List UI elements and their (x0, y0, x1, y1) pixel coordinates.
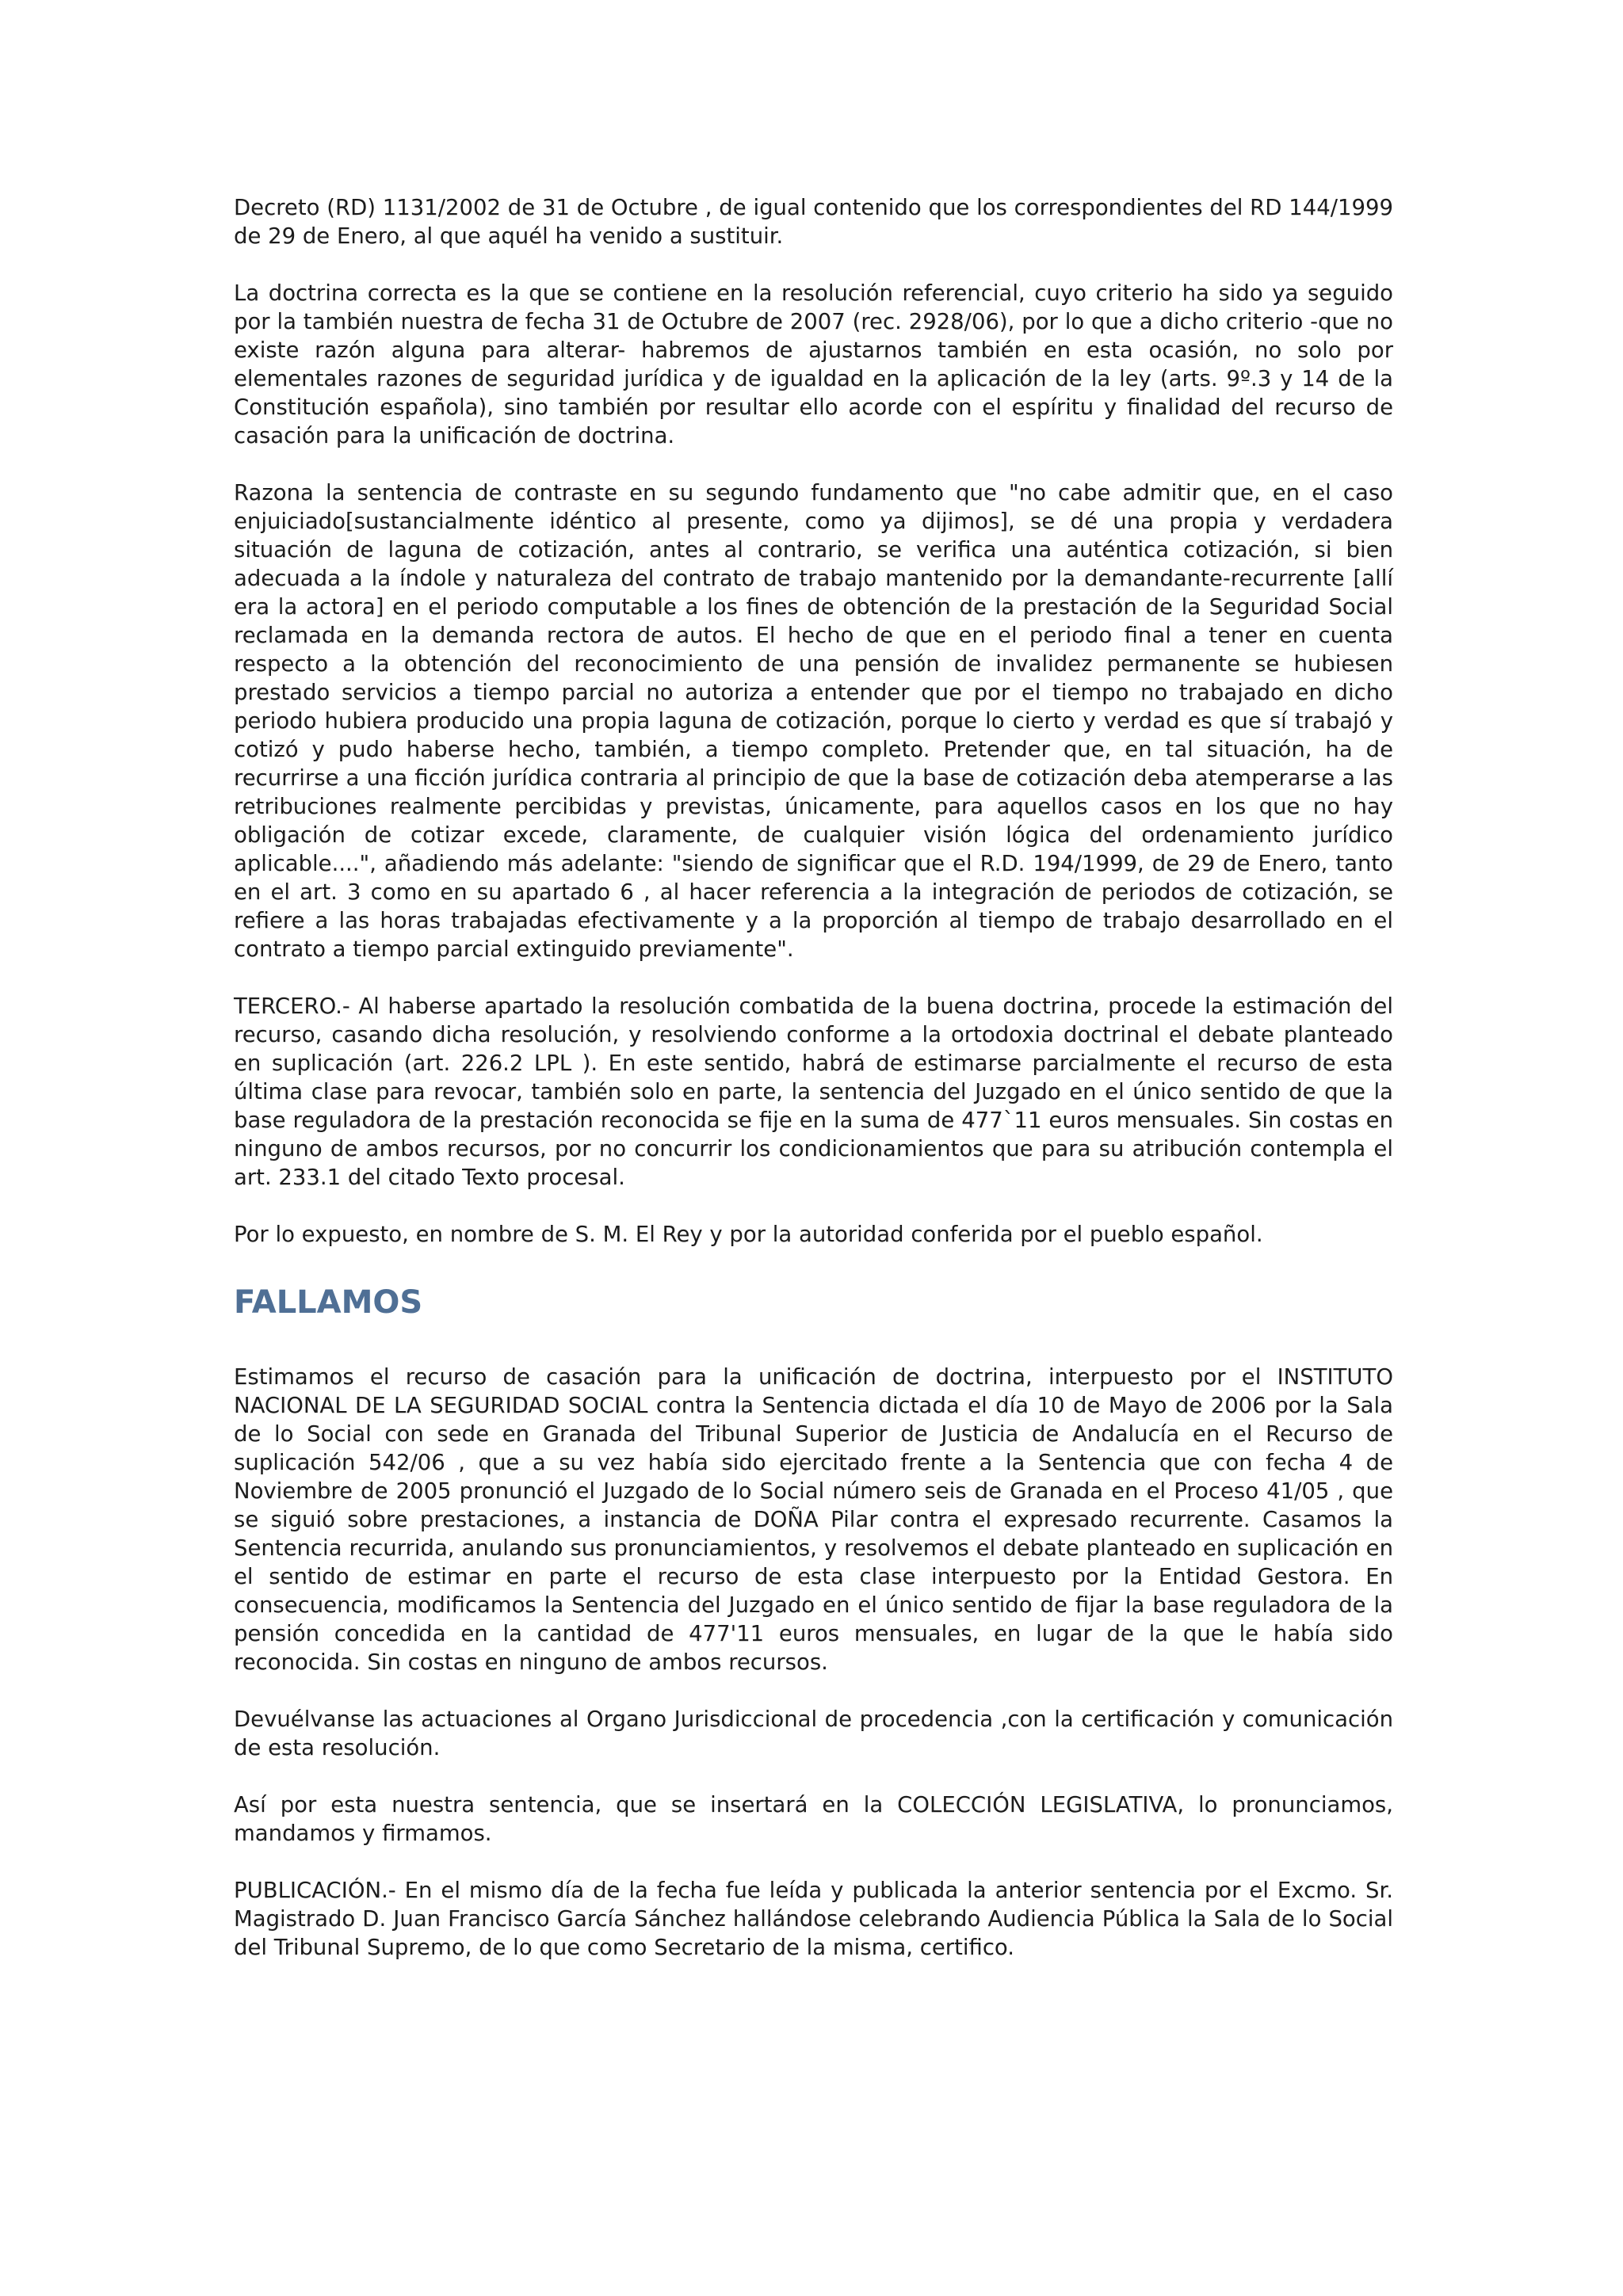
paragraph-estimamos: Estimamos el recurso de casación para la unificación de doctrina, interpuesto por el INSTITUTO NACIONAL DE LA SEGURIDAD SOCIAL contra la Sentencia dictada el día 10 de Mayo de 2006 por la Sala de lo Social con sede en Granada del Tribunal Superior de Justicia de Andalucía en el Recurso de suplicación 542/06 , que a su vez había sido ejercitado frente a la Sentencia que con fecha 4 de Noviembre de 2005 pronunció el Juzgado de lo Social número seis de Granada en el Proceso 41/05 , que se siguió sobre prestaciones, a instancia de DOÑA Pilar contra el expresado recurrente. Casamos la Sentencia recurrida, anulando sus pronunciamientos, y resolvemos el debate planteado en suplicación en el sentido de estimar en parte el recurso de esta clase interpuesto por la Entidad Gestora. En consecuencia, modificamos la Sentencia del Juzgado en el único sentido de fijar la base reguladora de la pensión concedida en la cantidad de 477'11 euros mensuales, en lugar de la que le había sido reconocida. Sin costas en ninguno de ambos recursos. (234, 1364, 1393, 1675)
paragraph-por-lo-expuesto: Por lo expuesto, en nombre de S. M. El Rey y por la autoridad conferida por el pueblo español. (234, 1222, 1263, 1247)
paragraph-asi-por-esta: Así por esta nuestra sentencia, que se insertará en la COLECCIÓN LEGISLATIVA, lo pronunciamos, mandamos y firmamos. (234, 1792, 1393, 1846)
paragraph-decreto: Decreto (RD) 1131/2002 de 31 de Octubre , de igual contenido que los correspondientes del RD 144/1999 de 29 de Enero, al que aquél ha venido a sustituir. (234, 195, 1393, 249)
paragraph-doctrina-correcta: La doctrina correcta es la que se contiene en la resolución referencial, cuyo criterio ha sido ya seguido por la también nuestra de fecha 31 de Octubre de 2007 (rec. 2928/06), por lo que a dicho criterio -que no existe razón alguna para alterar- habremos de ajustarnos también en esta ocasión, no solo por elementales razones de seguridad jurídica y de igualdad en la aplicación de la ley (arts. 9º.3 y 14 de la Constitución española), sino también por resultar ello acorde con el espíritu y finalidad del recurso de casación para la unificación de doctrina. (234, 280, 1393, 448)
paragraph-devuelvanse: Devuélvanse las actuaciones al Organo Jurisdiccional de procedencia ,con la certificación y comunicación de esta resolución. (234, 1707, 1393, 1760)
section-heading-fallamos: FALLAMOS (234, 1284, 423, 1321)
paragraph-sentencia-contraste: Razona la sentencia de contraste en su segundo fundamento que "no cabe admitir que, en el caso enjuiciado[sustancialmente idéntico al presente, como ya dijimos], se dé una propia y verdadera situación de laguna de cotización, antes al contrario, se verifica una auténtica cotización, si bien adecuada a la índole y naturaleza del contrato de trabajo mantenido por la demandante-recurrente [allí era la actora] en el periodo computable a los fines de obtención de la prestación de la Seguridad Social reclamada en la demanda rectora de autos. El hecho de que en el periodo final a tener en cuenta respecto a la obtención del reconocimiento de una pensión de invalidez permanente se hubiesen prestado servicios a tiempo parcial no autoriza a entender que por el tiempo no trabajado en dicho periodo hubiera producido una propia laguna de cotización, porque lo cierto y verdad es que sí trabajó y cotizó y pudo haberse hecho, también, a tiempo completo. Pretender que, en tal situación, ha de recurrirse a una ficción jurídica contraria al principio de que la base de cotización deba atemperarse a las retribuciones realmente percibidas y previstas, únicamente, para aquellos casos en los que no hay obligación de cotizar excede, claramente, de cualquier visión lógica del ordenamiento jurídico aplicable....", añadiendo más adelante: "siendo de significar que el R.D. 194/1999, de 29 de Enero, tanto en el art. 3 como en su apartado 6 , al hacer referencia a la integración de periodos de cotización, se refiere a las horas trabajadas efectivamente y a la proporción al tiempo de trabajo desarrollado en el contrato a tiempo parcial extinguido previamente". (234, 480, 1393, 962)
paragraph-publicacion: PUBLICACIÓN.- En el mismo día de la fecha fue leída y publicada la anterior sentencia por el Excmo. Sr. Magistrado D. Juan Francisco García Sánchez hallándose celebrando Audiencia Pública la Sala de lo Social del Tribunal Supremo, de lo que como Secretario de la misma, certifico. (234, 1878, 1393, 1960)
document-page (234, 193, 1393, 1990)
paragraph-tercero: TERCERO.- Al haberse apartado la resolución combatida de la buena doctrina, procede la estimación del recurso, casando dicha resolución, y resolviendo conforme a la ortodoxia doctrinal el debate planteado en suplicación (art. 226.2 LPL ). En este sentido, habrá de estimarse parcialmente el recurso de esta última clase para revocar, también solo en parte, la sentencia del Juzgado en el único sentido de que la base reguladora de la prestación reconocida se fije en la suma de 477`11 euros mensuales. Sin costas en ninguno de ambos recursos, por no concurrir los condicionamientos que para su atribución contempla el art. 233.1 del citado Texto procesal. (234, 994, 1393, 1190)
